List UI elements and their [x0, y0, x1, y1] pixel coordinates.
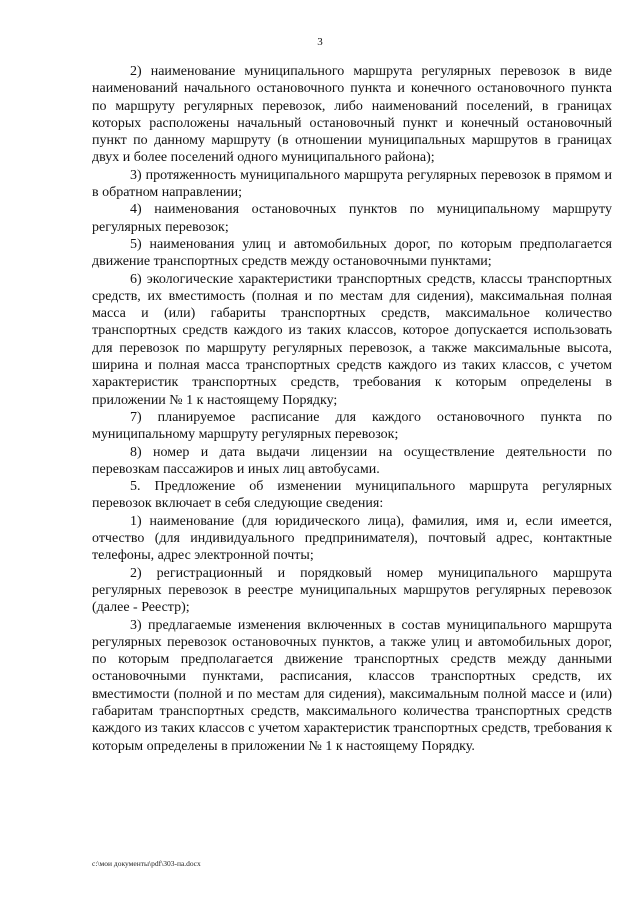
- paragraph-section-5-heading: 5. Предложение об изменении муниципального маршрута регулярных перевозок включает в себя следующие сведения:: [92, 479, 612, 512]
- paragraph-item-2-route-name: 2) наименование муниципального маршрута регулярных перевозок в виде наименований начального остановочного пункта и конечного остановочного пункта по маршруту регулярных перевозок, либо наименований поселений, в границах которых расположены начальный остановочный пункт и конечный остановочный пункт по данному маршруту (в отношении муниципальных маршрутов в границах двух и более поселений одного муниципального района);: [92, 64, 612, 166]
- paragraph-item-8-license: 8) номер и дата выдачи лицензии на осуществление деятельности по перевозкам пассажиров и иных лиц автобусами.: [92, 444, 612, 477]
- document-body: [92, 63, 612, 755]
- footer-file-path: c:\мои документы\pdf\303-па.docx: [92, 859, 201, 868]
- paragraph-section-5-item-1-contacts: 1) наименование (для юридического лица), фамилия, имя и, если имеется, отчество (для индивидуального предпринимателя), почтовый адрес, контактные телефоны, адрес электронной почты;: [92, 513, 612, 564]
- paragraph-item-5-street-names: 5) наименования улиц и автомобильных дорог, по которым предполагается движение транспортных средств между остановочными пунктами;: [92, 236, 612, 270]
- paragraph-item-6-vehicle-characteristics: 6) экологические характеристики транспортных средств, классы транспортных средств, их вместимость (полная и по местам для сидения), максимальная полная масса и (или) габариты транспортных средств, максимальное количество транспортных средств каждого из таких классов, которое допускается использовать для перевозок по маршруту регулярных перевозок, а также максимальные высота, ширина и полная масса транспортных средств каждого из таких классов, с учетом характеристик транспортных средств, требования к которым определены в приложении № 1 к настоящему Порядку;: [92, 271, 612, 408]
- paragraph-item-3-route-length: 3) протяженность муниципального маршрута регулярных перевозок в прямом и в обратном направлении;: [92, 167, 612, 201]
- page-number: 3: [317, 36, 323, 48]
- paragraph-item-7-schedule: 7) планируемое расписание для каждого остановочного пункта по муниципальному маршруту регулярных перевозок;: [92, 409, 612, 443]
- paragraph-section-5-item-2-registry-number: 2) регистрационный и порядковый номер муниципального маршрута регулярных перевозок в реестре муниципальных маршрутов регулярных перевозок (далее - Реестр);: [92, 565, 612, 616]
- paragraph-section-5-item-3-proposed-changes: 3) предлагаемые изменения включенных в состав муниципального маршрута регулярных перевозок остановочных пунктов, а также улиц и автомобильных дорог, по которым предполагается движение транспортных средств между данными остановочными пунктами, расписания, классов транспортных средств, их вместимости (полной и по местам для сидения), максимальным полной массе и (или) габаритам транспортных средств, максимального количества транспортных средств каждого из таких классов с учетом характеристик транспортных средств, требования к которым определены в приложении № 1 к настоящему Порядку.: [92, 617, 612, 754]
- paragraph-item-4-stop-names: 4) наименования остановочных пунктов по муниципальному маршруту регулярных перевозок;: [92, 202, 612, 235]
